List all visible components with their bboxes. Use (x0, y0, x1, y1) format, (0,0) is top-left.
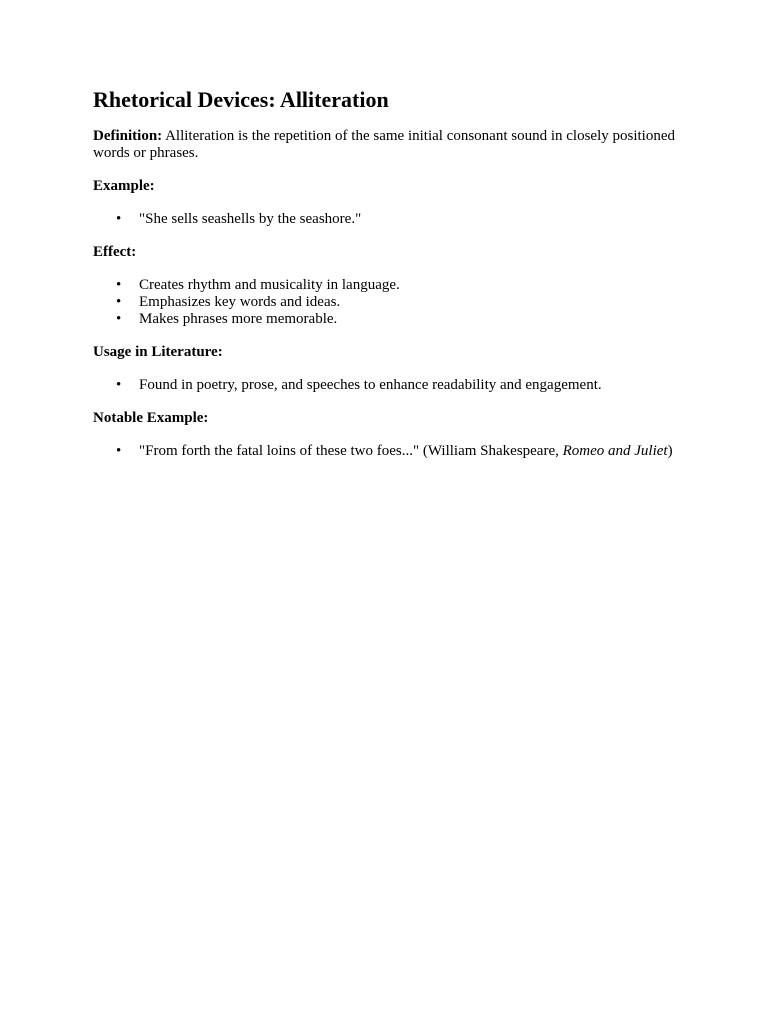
bullet-icon: • (116, 211, 122, 227)
example-list (93, 211, 675, 228)
usage-heading: Usage in Literature: (93, 344, 223, 360)
notable-list (93, 443, 675, 460)
usage-list (93, 377, 675, 394)
bullet-icon: • (116, 377, 122, 393)
bullet-icon: • (116, 294, 122, 310)
list-item-text: Creates rhythm and musicality in language. (139, 277, 400, 293)
list-item-text: "She sells seashells by the seashore." (139, 211, 362, 227)
bullet-icon: • (116, 311, 122, 327)
notable-work-title: Romeo and Juliet (562, 443, 668, 459)
definition-paragraph (93, 128, 675, 162)
list-item (116, 294, 675, 311)
bullet-icon: • (116, 443, 122, 459)
notable-close: ) (667, 443, 673, 459)
definition-text: Alliteration is the repetition of the same initial consonant sound in closely positioned words or phrases. (93, 128, 675, 161)
list-item (116, 277, 675, 294)
effect-heading: Effect: (93, 244, 137, 260)
list-item-text: Makes phrases more memorable. (139, 311, 338, 327)
effect-list (93, 277, 675, 328)
list-item (116, 211, 675, 228)
notable-heading: Notable Example: (93, 410, 209, 426)
list-item-text: Found in poetry, prose, and speeches to enhance readability and engagement. (139, 377, 602, 393)
definition-label: Definition: (93, 128, 163, 144)
list-item (116, 443, 675, 460)
bullet-icon: • (116, 277, 122, 293)
example-heading: Example: (93, 178, 155, 194)
list-item (116, 377, 675, 394)
notable-quote: "From forth the fatal loins of these two foes..." (William Shakespeare, (139, 443, 563, 459)
list-item (116, 311, 675, 328)
page-title: Rhetorical Devices: Alliteration (93, 87, 389, 112)
list-item-text: Emphasizes key words and ideas. (139, 294, 341, 310)
